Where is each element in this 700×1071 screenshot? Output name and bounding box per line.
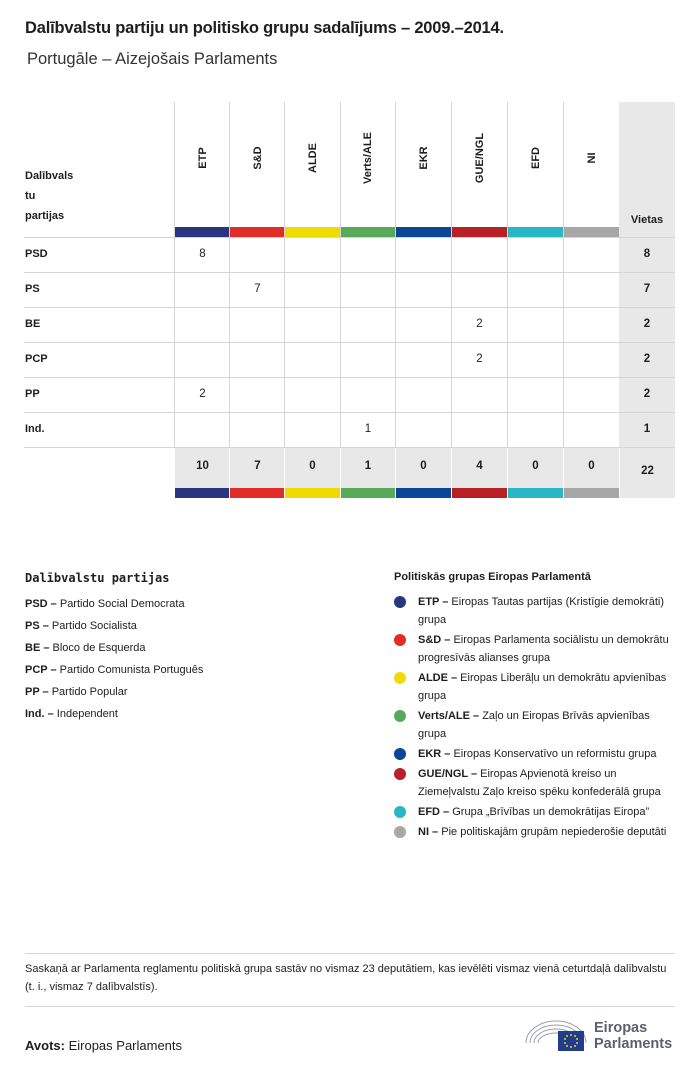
table-row	[24, 272, 675, 307]
group-total-cell	[284, 448, 340, 498]
group-color-bar	[230, 227, 285, 237]
group-abbr: EKR –	[418, 748, 451, 760]
party-legend-item	[25, 615, 355, 637]
group-description: Pie politiskajām grupām nepiederošie deputāti	[438, 826, 667, 838]
seat-cell: 2	[451, 308, 507, 342]
seat-cell	[395, 238, 451, 272]
seat-cell	[284, 413, 340, 447]
party-abbr: PP –	[25, 686, 49, 698]
group-color-bar	[564, 227, 619, 237]
group-column-header	[340, 102, 395, 237]
group-color-bar	[508, 227, 563, 237]
page-subtitle: Portugāle – Aizejošais Parlaments	[27, 50, 278, 68]
party-name: Partido Popular	[48, 686, 128, 698]
group-column-header	[395, 102, 451, 237]
seat-cell	[284, 378, 340, 412]
group-color-bar	[175, 227, 230, 237]
seat-cell: 1	[340, 413, 395, 447]
party-label: BE	[25, 318, 41, 330]
seat-cell	[284, 343, 340, 377]
group-color-bar	[452, 227, 507, 237]
group-total-value: 0	[588, 460, 595, 472]
seat-cell	[340, 238, 395, 272]
group-color-dot-icon	[394, 672, 406, 684]
group-legend-item	[394, 745, 679, 763]
ep-logo	[524, 1017, 676, 1053]
seat-cell	[229, 308, 285, 342]
party-abbr: Ind. –	[25, 708, 54, 720]
party-abbr: PCP –	[25, 664, 57, 676]
seat-cell	[340, 273, 395, 307]
parties-legend-title: Dalībvalstu partijas	[25, 571, 170, 585]
group-column-header	[229, 102, 285, 237]
group-name: EFD	[529, 147, 542, 169]
group-name: NI	[585, 152, 598, 164]
seat-cell: 2	[174, 378, 230, 412]
seats-column-header	[619, 102, 675, 237]
seat-cell	[507, 273, 563, 307]
group-total-value: 0	[309, 460, 316, 472]
seats-header-label: Vietas	[630, 214, 664, 226]
party-name: Independent	[53, 708, 118, 720]
seat-cell	[507, 308, 563, 342]
group-color-bar	[396, 227, 451, 237]
group-description: Eiropas Parlamenta sociālistu un demokrātu progresīvās alianses grupa	[418, 634, 669, 664]
group-abbr: ALDE –	[418, 672, 458, 684]
seat-cell: 2	[451, 343, 507, 377]
group-name: ETP	[196, 147, 209, 169]
party-total-cell: 2	[619, 378, 675, 412]
group-legend-item	[394, 669, 679, 705]
seat-cell	[451, 413, 507, 447]
group-name: Verts/ALE	[362, 132, 374, 184]
footnote: Saskaņā ar Parlamenta reglamentu politiskā grupa sastāv no vismaz 23 deputātiem, kas ievēlēti vismaz vienā ceturtdaļā dalībvalstu (t. i., vismaz 7 dalībvalstīs).	[25, 963, 667, 993]
group-column-header	[284, 102, 340, 237]
seat-cell	[395, 378, 451, 412]
seat-cell	[284, 238, 340, 272]
group-abbr: GUE/NGL –	[418, 768, 478, 780]
party-total-cell: 8	[619, 238, 675, 272]
group-column-header	[507, 102, 563, 237]
group-total-value: 0	[420, 460, 427, 472]
group-total-cell	[174, 448, 230, 498]
party-legend-item	[25, 593, 355, 615]
group-abbr: EFD –	[418, 806, 450, 818]
party-label: PSD	[25, 248, 48, 260]
group-color-bar	[285, 227, 340, 237]
group-column-header	[174, 102, 230, 237]
groups-legend	[394, 571, 679, 843]
party-legend-item	[25, 703, 355, 725]
seat-cell	[507, 238, 563, 272]
seat-cell	[340, 343, 395, 377]
seat-cell	[395, 273, 451, 307]
party-abbr: PSD –	[25, 598, 57, 610]
group-color-bar	[396, 488, 451, 498]
table-row	[24, 412, 675, 447]
seat-cell	[451, 273, 507, 307]
seat-cell	[284, 308, 340, 342]
seat-cell	[563, 378, 619, 412]
divider	[25, 1006, 675, 1007]
group-total-value: 0	[532, 460, 539, 472]
party-legend-item	[25, 659, 355, 681]
seat-cell	[229, 413, 285, 447]
seat-cell	[229, 238, 285, 272]
seat-cell	[174, 273, 230, 307]
party-name: Bloco de Esquerda	[49, 642, 146, 654]
group-color-bar	[230, 488, 285, 498]
group-name: ALDE	[306, 143, 319, 173]
row-header-line: tu	[25, 190, 36, 202]
party-label: PS	[25, 283, 40, 295]
seat-cell: 8	[174, 238, 230, 272]
seat-cell	[507, 378, 563, 412]
ep-logo-text	[594, 1020, 672, 1052]
party-legend-item	[25, 681, 355, 703]
group-legend-item	[394, 823, 679, 841]
group-name: GUE/NGL	[473, 132, 486, 184]
party-label: PP	[25, 388, 40, 400]
table-row	[24, 342, 675, 377]
group-description: Eiropas Konservatīvo un reformistu grupa	[450, 748, 657, 760]
group-legend-item	[394, 765, 679, 801]
group-color-bar	[285, 488, 340, 498]
seat-cell	[563, 343, 619, 377]
source-value: Eiropas Parlaments	[64, 1038, 183, 1053]
party-name: Partido Social Democrata	[56, 598, 185, 610]
seat-cell	[507, 413, 563, 447]
group-color-dot-icon	[394, 634, 406, 646]
group-total-cell	[340, 448, 395, 498]
group-color-bar	[175, 488, 230, 498]
group-name: EKR	[417, 146, 430, 170]
ep-hemicycle-icon	[524, 1017, 588, 1053]
seat-cell: 7	[229, 273, 285, 307]
row-header-line: partijas	[25, 210, 65, 222]
group-description: Zaļo un Eiropas Brīvās apvienības grupa	[418, 710, 650, 740]
grand-total-value: 22	[641, 465, 654, 477]
group-description: Eiropas Liberāļu un demokrātu apvienības grupa	[418, 672, 667, 702]
seat-cell	[563, 273, 619, 307]
seat-cell	[507, 343, 563, 377]
group-total-cell	[451, 448, 507, 498]
seat-cell	[229, 378, 285, 412]
group-total-value: 1	[364, 460, 372, 472]
group-total-value: 4	[476, 460, 483, 472]
seat-cell	[563, 413, 619, 447]
party-legend-item	[25, 637, 355, 659]
party-total-cell: 2	[619, 343, 675, 377]
seat-cell	[563, 238, 619, 272]
seat-cell	[229, 343, 285, 377]
totals-row	[24, 447, 675, 498]
group-name: S&D	[251, 146, 264, 170]
party-name: Partido Socialista	[48, 620, 137, 632]
group-legend-item	[394, 803, 679, 821]
group-total-value: 10	[196, 460, 209, 472]
row-header-label	[25, 166, 85, 226]
seat-cell	[174, 308, 230, 342]
party-label: Ind.	[25, 423, 45, 435]
seat-cell	[451, 378, 507, 412]
seat-cell	[395, 308, 451, 342]
table-row	[24, 377, 675, 412]
group-color-bar	[452, 488, 507, 498]
group-description: Eiropas Apvienotā kreiso un Ziemeļvalstu Zaļo kreiso spēku konfederālā grupa	[418, 768, 661, 798]
source-line	[25, 1038, 182, 1053]
party-name: Partido Comunista Português	[56, 664, 204, 676]
group-abbr: NI –	[418, 826, 439, 838]
party-abbr: BE –	[25, 642, 50, 654]
group-abbr: S&D –	[418, 634, 451, 646]
table-row	[24, 307, 675, 342]
group-legend-item	[394, 631, 679, 667]
group-total-cell	[507, 448, 563, 498]
group-color-dot-icon	[394, 596, 406, 608]
grand-total-cell	[619, 448, 675, 498]
table-row	[24, 237, 675, 272]
seat-cell	[563, 308, 619, 342]
group-color-bar	[508, 488, 563, 498]
seat-cell	[340, 308, 395, 342]
logo-line: Eiropas	[594, 1020, 648, 1036]
party-total-cell: 7	[619, 273, 675, 307]
groups-legend-title: Politiskās grupas Eiropas Parlamentā	[394, 571, 591, 583]
divider	[25, 953, 675, 954]
seat-cell	[174, 343, 230, 377]
group-color-bar	[341, 488, 395, 498]
group-column-header	[563, 102, 619, 237]
party-total-cell: 2	[619, 308, 675, 342]
party-label: PCP	[25, 353, 48, 365]
seat-cell	[395, 343, 451, 377]
page-title: Dalībvalstu partiju un politisko grupu sadalījums – 2009.–2014.	[25, 19, 504, 37]
group-total-cell	[563, 448, 619, 498]
parties-legend	[25, 571, 355, 725]
group-description: Eiropas Tautas partijas (Kristīgie demokrāti) grupa	[418, 596, 664, 626]
group-legend-item	[394, 593, 679, 629]
seat-cell	[174, 413, 230, 447]
group-total-cell	[395, 448, 451, 498]
seat-cell	[451, 238, 507, 272]
group-color-dot-icon	[394, 768, 406, 780]
party-total-cell: 1	[619, 413, 675, 447]
source-label: Avots:	[25, 1038, 65, 1053]
row-header-line: Dalībvals	[25, 170, 74, 182]
seat-cell	[340, 378, 395, 412]
group-column-header	[451, 102, 507, 237]
group-color-bar	[564, 488, 619, 498]
seat-cell	[395, 413, 451, 447]
group-total-cell	[229, 448, 285, 498]
group-total-value: 7	[254, 460, 261, 472]
group-color-dot-icon	[394, 826, 406, 838]
group-color-dot-icon	[394, 710, 406, 722]
seat-cell	[284, 273, 340, 307]
group-abbr: ETP –	[418, 596, 449, 608]
group-description: Grupa „Brīvības un demokrātijas Eiropa”	[449, 806, 650, 818]
group-color-dot-icon	[394, 748, 406, 760]
table-header	[24, 102, 675, 237]
party-abbr: PS –	[25, 620, 49, 632]
group-color-dot-icon	[394, 806, 406, 818]
group-abbr: Verts/ALE –	[418, 710, 480, 722]
group-legend-item	[394, 707, 679, 743]
group-color-bar	[341, 227, 395, 237]
logo-line: Parlaments	[594, 1036, 673, 1052]
